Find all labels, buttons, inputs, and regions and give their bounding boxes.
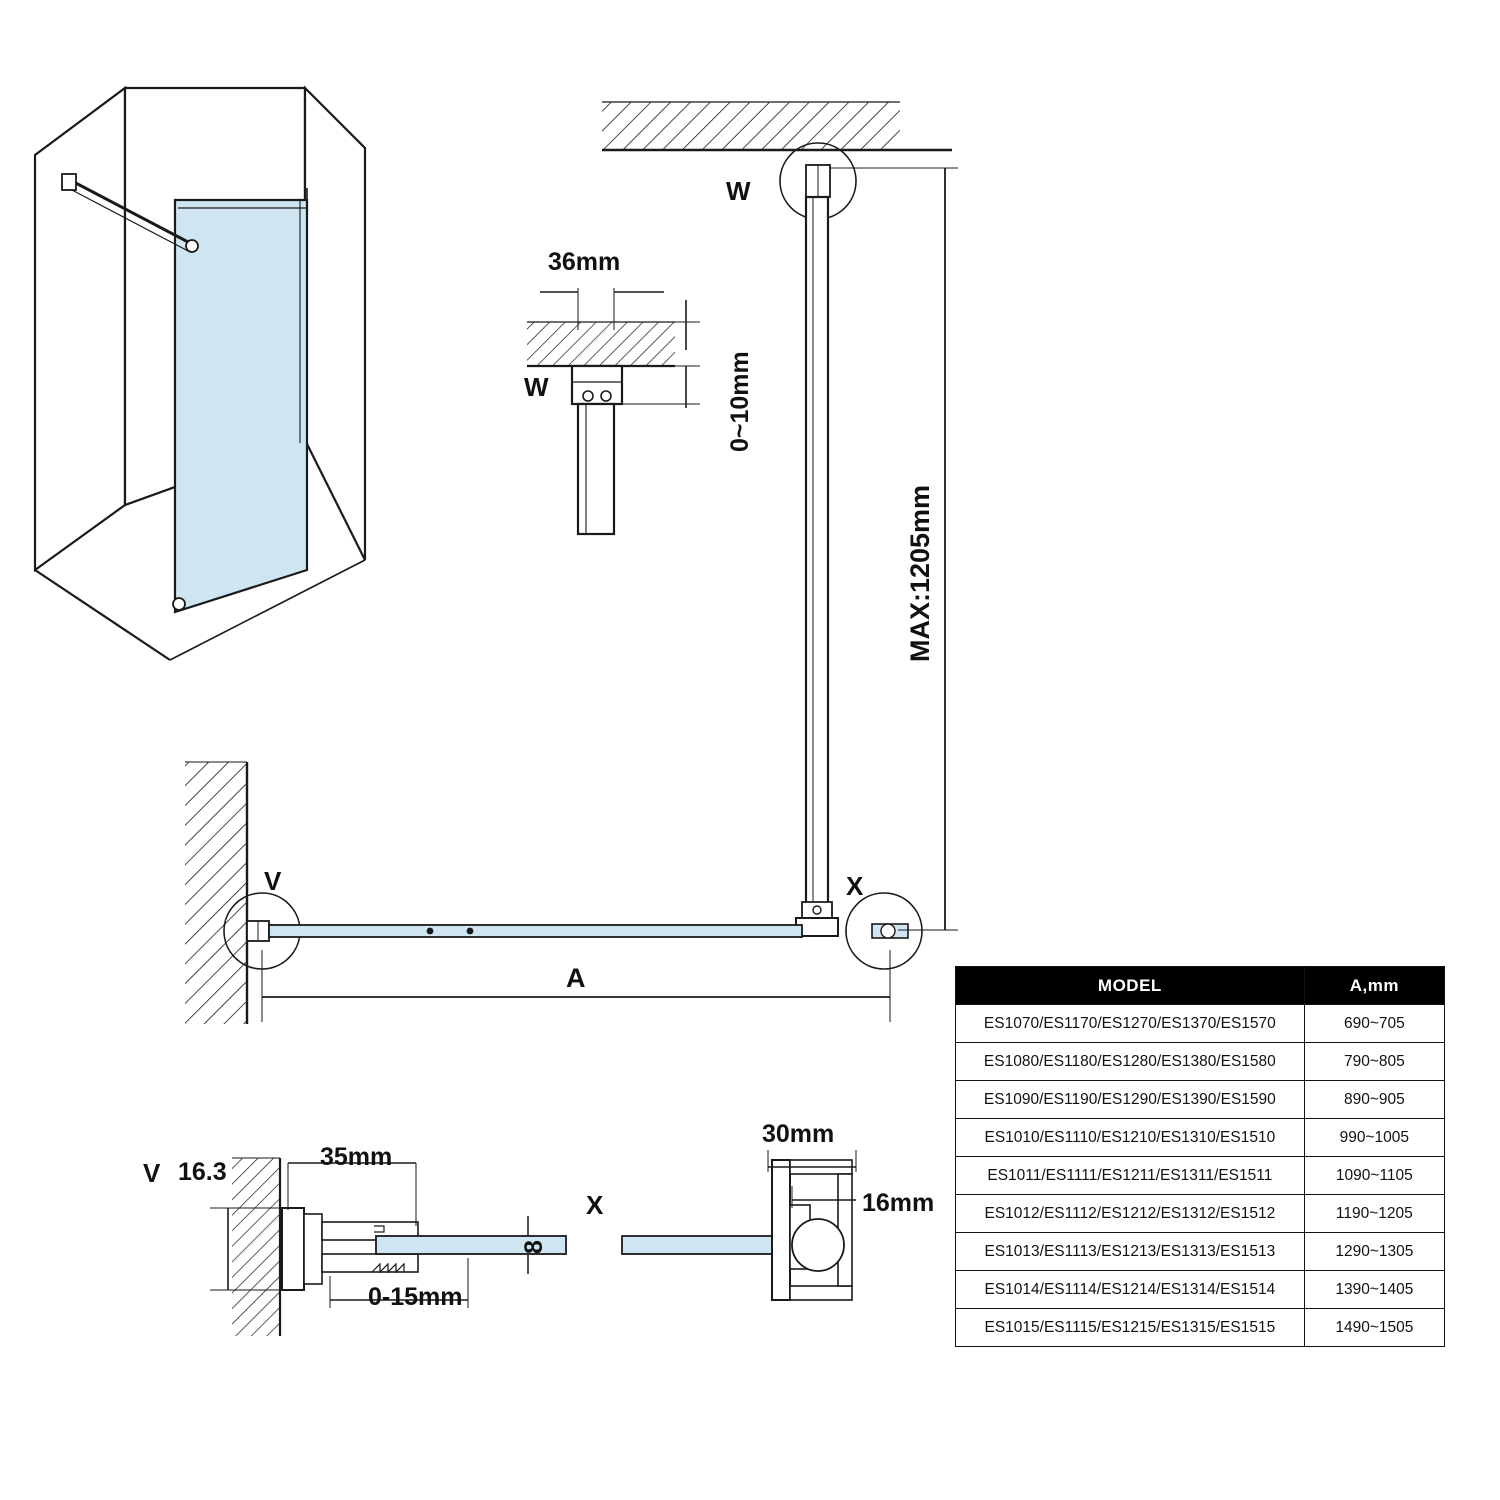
table-row [956,1157,1445,1195]
callout-label-w-top: W [726,176,751,206]
detail-w-bar-fixing [527,288,700,534]
dimension-max-height: MAX:1205mm [905,484,935,662]
dimension-profile-width: 35mm [320,1143,393,1171]
cell-a-value: 890~905 [1304,1081,1444,1119]
isometric-view [35,88,365,660]
cell-model: ES1090/ES1190/ES1290/ES1390/ES1590 [956,1081,1305,1119]
cell-model: ES1011/ES1111/ES1211/ES1311/ES1511 [956,1157,1305,1195]
callout-label-v-section: V [143,1158,161,1188]
model-spec-table [955,966,1445,1347]
cell-a-value: 1190~1205 [1304,1195,1444,1233]
cell-model: ES1070/ES1170/ES1270/ES1370/ES1570 [956,1005,1305,1043]
cell-a-value: 1490~1505 [1304,1309,1444,1347]
cell-model: ES1080/ES1180/ES1280/ES1380/ES1580 [956,1043,1305,1081]
dimension-x-total: 30mm [762,1120,835,1148]
table-row [956,1005,1445,1043]
table-header-row [956,967,1445,1005]
cell-model: ES1015/ES1115/ES1215/ES1315/ES1515 [956,1309,1305,1347]
cell-a-value: 790~805 [1304,1043,1444,1081]
dimension-x-inner: 16mm [862,1189,935,1217]
cell-model: ES1013/ES1113/ES1213/ES1313/ES1513 [956,1233,1305,1271]
detail-x-end-profile [622,1150,856,1300]
table-row [956,1309,1445,1347]
table-row [956,1271,1445,1309]
cell-a-value: 690~705 [1304,1005,1444,1043]
cell-model: ES1012/ES1112/ES1212/ES1312/ES1512 [956,1195,1305,1233]
column-header-model: MODEL [956,967,1305,1005]
table-row [956,1119,1445,1157]
table-row [956,1195,1445,1233]
table-row [956,1043,1445,1081]
cell-a-value: 990~1005 [1304,1119,1444,1157]
callout-label-x-plan: X [846,871,864,901]
dimension-glass-adjust: 0-15mm [368,1283,463,1311]
callout-label-v-plan: V [264,866,282,896]
table-row [956,1081,1445,1119]
dimension-width-a: A [566,963,586,993]
callout-label-w-detail: W [524,372,549,402]
cell-a-value: 1090~1105 [1304,1157,1444,1195]
dimension-bar-gap: 0~10mm [726,351,754,452]
cell-a-value: 1390~1405 [1304,1271,1444,1309]
table-row [956,1233,1445,1271]
column-header-a: A,mm [1304,967,1444,1005]
dimension-bar-offset: 36mm [548,248,621,276]
dimension-profile-depth: 16.3 [178,1158,227,1186]
cell-model: ES1014/ES1114/ES1214/ES1314/ES1514 [956,1271,1305,1309]
cell-a-value: 1290~1305 [1304,1233,1444,1271]
plan-view-width-a [185,762,890,1024]
cell-model: ES1010/ES1110/ES1210/ES1310/ES1510 [956,1119,1305,1157]
dimension-glass-thickness: 8 [520,1240,548,1254]
callout-label-x-section: X [586,1190,604,1220]
